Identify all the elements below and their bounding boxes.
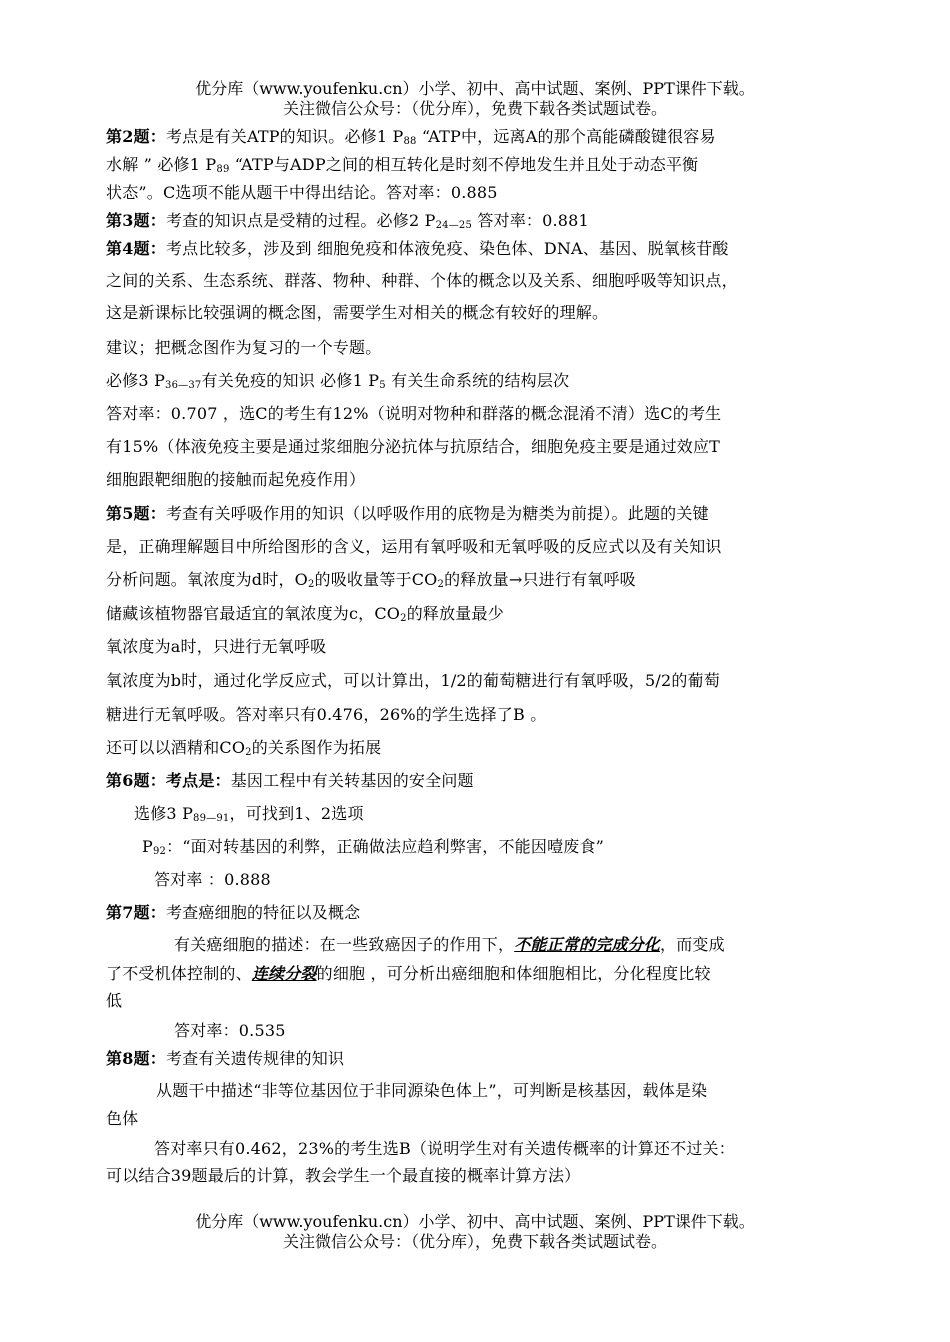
q3-line: 第3题：考查的知识点是受精的过程。必修2 $P_{24—25}$ 答对率：0.881 (106, 211, 589, 231)
q7-line-5: 答对率：0.535 (174, 1021, 286, 1040)
emphasis-continuous-division: 连续分裂 (251, 964, 317, 983)
q4-suggestion: 建议；把概念图作为复习的一个专题。 (106, 338, 382, 357)
q5-line-6: 氧浓度为b时，通过化学反应式，可以计算出，1/2的葡萄糖进行有氧呼吸，5/2的葡萄 (106, 671, 720, 690)
q6-line-2: 选修3 $P_{89—91}$，可找到1、2选项 (134, 804, 364, 824)
q5-line-3: 分析问题。氧浓度为d时，$O_2$的吸收量等于$CO_2$的释放量→只进行有氧呼吸 (106, 570, 636, 590)
header-line-1: 优分库（www.youfenku.cn）小学、初中、高中试题、案例、PPT课件下载。 (195, 79, 755, 98)
q5-line-7: 糖进行无氧呼吸。答对率只有0.476，26%的学生选择了B 。 (106, 705, 547, 724)
q6-label: 第6题：考点是： (106, 771, 231, 790)
q8-line-1: 第8题：考查有关遗传规律的知识 (106, 1049, 345, 1068)
q4-line-3: 这是新课标比较强调的概念图，需要学生对相关的概念有较好的理解。 (106, 303, 609, 322)
q4-line-1: 第4题：考点比较多，涉及到 细胞免疫和体液免疫、染色体、DNA、基因、脱氧核苷酸 (106, 239, 729, 258)
q8-line-2: 从题干中描述“非等位基因位于非同源染色体上”，可判断是核基因，载体是染 (156, 1081, 708, 1100)
q2-line-2: 水解 ” 必修1 $P_{89}$ “ATP与ADP之间的相互转化是时刻不停地发生并且处于动态平衡 (106, 155, 699, 175)
q5-label: 第5题： (106, 504, 166, 523)
q2-line-3: 状态”。C选项不能从题干中得出结论。答对率：0.885 (106, 183, 498, 202)
header-line-2: 关注微信公众号：（优分库），免费下载各类试题试卷。 (282, 99, 667, 118)
q3-label: 第3题： (106, 211, 166, 230)
q5-line-4: 储藏该植物器官最适宜的氧浓度为c，$CO_2$的释放量最少 (106, 604, 504, 624)
q4-line-2: 之间的关系、生态系统、群落、物种、种群、个体的概念以及关系、细胞呼吸等知识点， (106, 271, 738, 290)
q2-line-1: 第2题：考点是有关ATP的知识。必修1 $P_{88}$ “ATP中，远离A的那个高能磷酸键很容易 (106, 127, 716, 147)
q7-line-3: 了不受机体控制的、连续分裂的细胞 ，可分析出癌细胞和体细胞相比，分化程度比较 (106, 964, 711, 983)
q7-line-1: 第7题：考查癌细胞的特征以及概念 (106, 903, 361, 922)
q4-line-7: 有15%（体液免疫主要是通过浆细胞分泌抗体与抗原结合，细胞免疫主要是通过效应T (106, 437, 721, 456)
q4-line-6: 答对率：0.707 ，选C的考生有12%（说明对物种和群落的概念混淆不清）选C的考生 (106, 404, 722, 423)
q8-line-4: 答对率只有0.462，23%的考生选B（说明学生对有关遗传概率的计算还不过关： (154, 1139, 735, 1158)
q5-line-1: 第5题：考查有关呼吸作用的知识（以呼吸作用的底物是为糖类为前提）。此题的关键 (106, 504, 709, 523)
q6-line-4: 答对率 ：0.888 (154, 870, 271, 889)
q5-line-2: 是，正确理解题目中所给图形的含义，运用有氧呼吸和无氧呼吸的反应式以及有关知识 (106, 537, 722, 556)
q8-line-5: 可以结合39题最后的计算，教会学生一个最直接的概率计算方法） (106, 1166, 581, 1185)
footer-line-1: 优分库（www.youfenku.cn）小学、初中、高中试题、案例、PPT课件下载。 (195, 1212, 755, 1231)
q2-label: 第2题： (106, 127, 166, 146)
q7-label: 第7题： (106, 903, 166, 922)
q8-label: 第8题： (106, 1049, 166, 1068)
q4-line-8: 细胞跟靶细胞的接触而起免疫作用） (106, 470, 366, 489)
q8-line-3: 色体 (106, 1109, 139, 1128)
q4-label: 第4题： (106, 239, 166, 258)
q7-line-4: 低 (106, 991, 123, 1010)
footer-line-2: 关注微信公众号：（优分库），免费下载各类试题试卷。 (282, 1232, 667, 1251)
q5-line-8: 还可以以酒精和$CO_2$的关系图作为拓展 (106, 738, 382, 758)
q7-line-2: 有关癌细胞的描述：在一些致癌因子的作用下，不能正常的完成分化，而变成 (174, 935, 725, 954)
q6-line-1: 第6题：考点是：基因工程中有关转基因的安全问题 (106, 771, 474, 790)
q4-reference: 必修3 $P_{36—37}$有关免疫的知识 必修1 $P_5$ 有关生命系统的结构层次 (106, 371, 570, 391)
q5-line-5: 氧浓度为a时，只进行无氧呼吸 (106, 637, 327, 656)
q6-line-3: $P_{92}$：“面对转基因的利弊，正确做法应趋利弊害，不能因噎废食” (142, 837, 605, 857)
emphasis-no-differentiation: 不能正常的完成分化 (514, 935, 661, 954)
